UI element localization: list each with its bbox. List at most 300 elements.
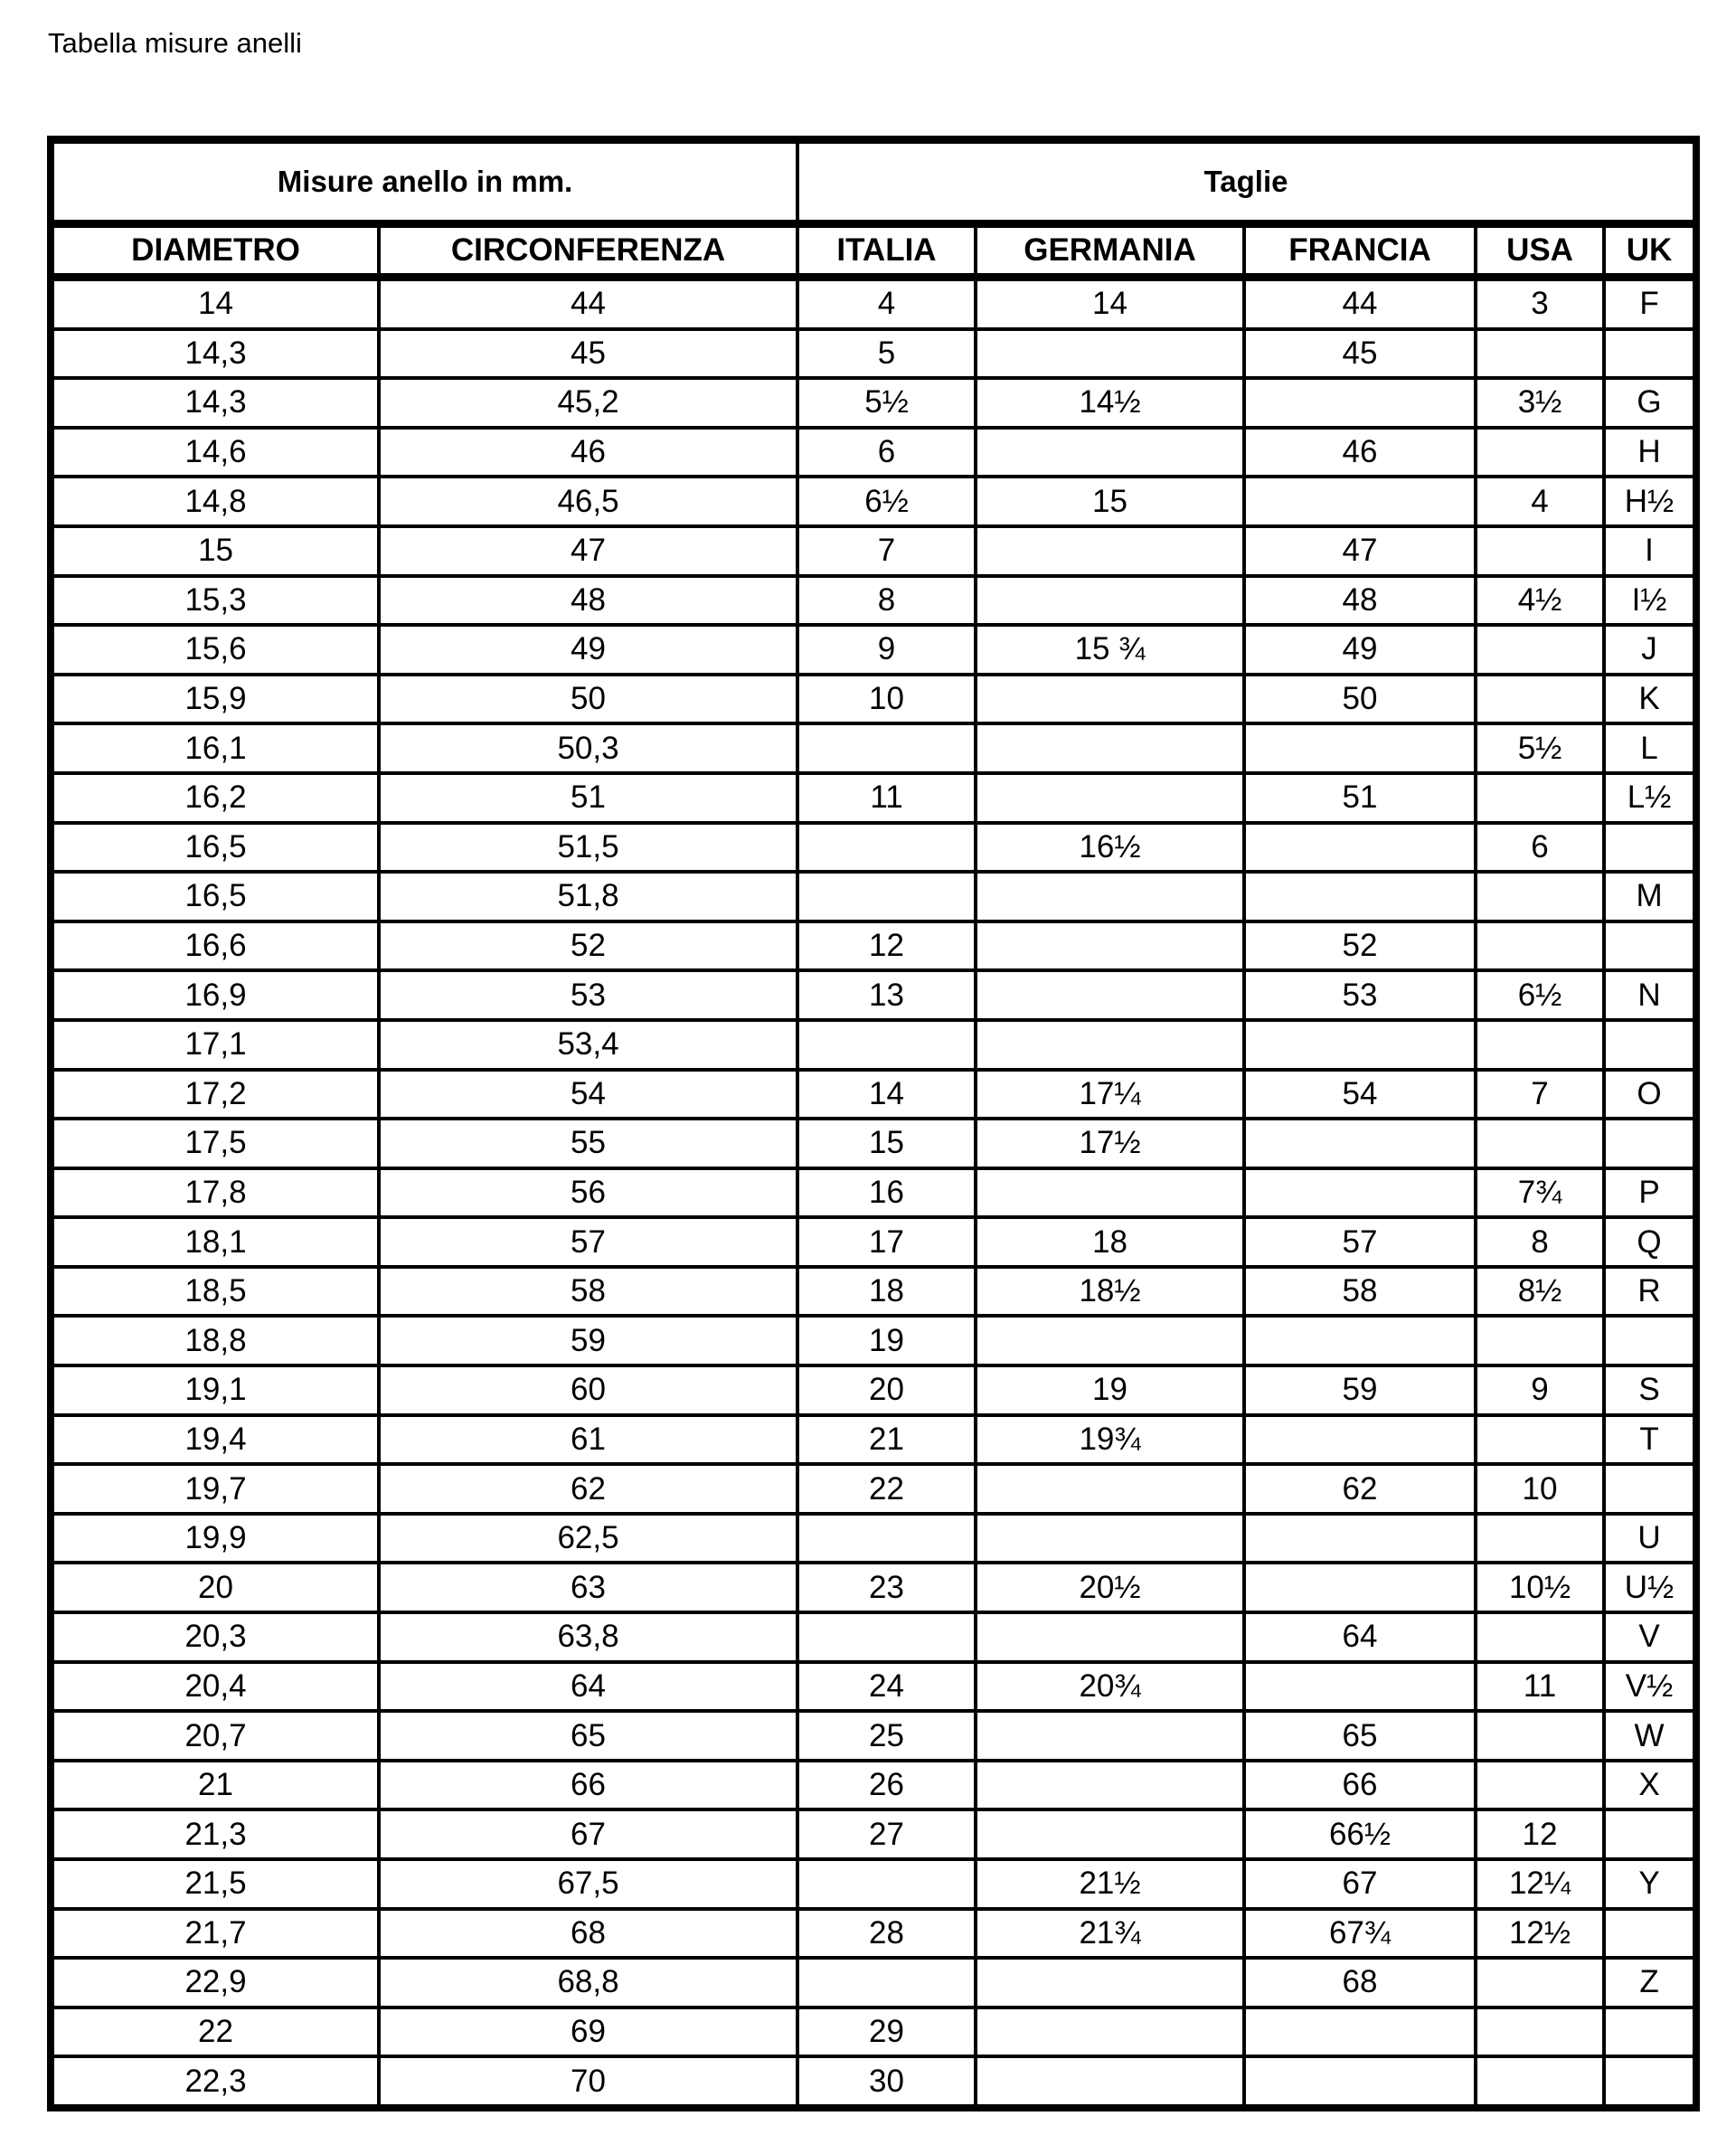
table-cell	[1604, 823, 1696, 873]
table-cell: 62	[1244, 1464, 1476, 1514]
table-cell: 26	[797, 1761, 976, 1810]
table-cell: 45,2	[379, 378, 797, 428]
table-cell: 58	[379, 1267, 797, 1317]
table-cell: X	[1604, 1761, 1696, 1810]
ring-size-table	[47, 136, 1700, 2111]
table-cell: V	[1604, 1612, 1696, 1662]
table-cell	[1604, 2007, 1696, 2057]
table-cell: 63,8	[379, 1612, 797, 1662]
table-cell	[1476, 428, 1604, 477]
table-cell: 59	[1244, 1365, 1476, 1415]
table-cell	[797, 872, 976, 921]
table-cell: 6	[1476, 823, 1604, 873]
table-cell	[1244, 2007, 1476, 2057]
table-cell	[1476, 1958, 1604, 2007]
table-cell: N	[1604, 970, 1696, 1020]
table-cell: 5½	[1476, 723, 1604, 773]
table-cell	[976, 1464, 1244, 1514]
table-cell: 11	[1476, 1662, 1604, 1712]
table-cell: 51,5	[379, 823, 797, 873]
table-cell: 14,3	[51, 378, 379, 428]
table-cell: 12½	[1476, 1909, 1604, 1959]
table-cell: 15	[51, 526, 379, 576]
table-cell	[1476, 921, 1604, 971]
table-cell	[976, 526, 1244, 576]
table-cell: 14½	[976, 378, 1244, 428]
table-cell: 54	[1244, 1070, 1476, 1119]
table-cell: L	[1604, 723, 1696, 773]
table-cell: I	[1604, 526, 1696, 576]
table-cell: 16,6	[51, 921, 379, 971]
table-cell	[1604, 2056, 1696, 2108]
table-cell	[1604, 1809, 1696, 1859]
table-cell	[1244, 477, 1476, 526]
table-cell: 19	[976, 1365, 1244, 1415]
table-cell: 57	[379, 1217, 797, 1267]
table-row	[51, 1070, 1696, 1119]
table-cell: 60	[379, 1365, 797, 1415]
table-cell	[1476, 329, 1604, 379]
table-cell: 14,6	[51, 428, 379, 477]
table-cell	[1604, 921, 1696, 971]
table-cell: 57	[1244, 1217, 1476, 1267]
table-row	[51, 1958, 1696, 2007]
table-cell: 18½	[976, 1267, 1244, 1317]
table-cell: 69	[379, 2007, 797, 2057]
table-cell: 61	[379, 1415, 797, 1465]
table-cell: 14,8	[51, 477, 379, 526]
table-cell: P	[1604, 1168, 1696, 1218]
table-cell: 12	[797, 921, 976, 971]
table-cell: 30	[797, 2056, 976, 2108]
table-cell: 18,5	[51, 1267, 379, 1317]
table-cell: 45	[1244, 329, 1476, 379]
table-cell: 55	[379, 1119, 797, 1168]
table-cell: 18	[976, 1217, 1244, 1267]
table-cell: F	[1604, 278, 1696, 329]
table-cell	[1244, 1119, 1476, 1168]
table-row	[51, 872, 1696, 921]
table-cell: 17¼	[976, 1070, 1244, 1119]
table-cell: 14	[797, 1070, 976, 1119]
table-cell: 5½	[797, 378, 976, 428]
table-cell: H	[1604, 428, 1696, 477]
table-cell: 65	[379, 1711, 797, 1761]
table-cell: 4	[1476, 477, 1604, 526]
table-cell: 16,5	[51, 823, 379, 873]
table-cell: 24	[797, 1662, 976, 1712]
table-cell	[976, 970, 1244, 1020]
table-cell: 6½	[1476, 970, 1604, 1020]
table-cell	[976, 329, 1244, 379]
table-cell	[1244, 1168, 1476, 1218]
table-cell: J	[1604, 625, 1696, 675]
table-row	[51, 2056, 1696, 2108]
table-cell: 50	[1244, 675, 1476, 724]
table-row	[51, 1119, 1696, 1168]
table-row	[51, 1711, 1696, 1761]
table-cell	[1476, 1316, 1604, 1365]
table-cell: 19,7	[51, 1464, 379, 1514]
column-header-row	[51, 224, 1696, 278]
table-cell	[1244, 1563, 1476, 1612]
table-cell: 12	[1476, 1809, 1604, 1859]
table-cell: 14,3	[51, 329, 379, 379]
table-cell: 52	[379, 921, 797, 971]
table-cell: 21	[51, 1761, 379, 1810]
table-cell: 20,4	[51, 1662, 379, 1712]
page-title: Tabella misure anelli	[48, 27, 302, 59]
table-cell: 16,5	[51, 872, 379, 921]
table-cell: 4	[797, 278, 976, 329]
table-cell	[797, 1020, 976, 1070]
table-cell: 46	[379, 428, 797, 477]
table-row	[51, 477, 1696, 526]
table-cell: 48	[379, 576, 797, 626]
table-cell: 8	[797, 576, 976, 626]
table-cell: 5	[797, 329, 976, 379]
table-cell: 19,9	[51, 1514, 379, 1563]
table-cell: 18,1	[51, 1217, 379, 1267]
table-cell: 10	[1476, 1464, 1604, 1514]
table-cell: 15,3	[51, 576, 379, 626]
table-cell	[1244, 1514, 1476, 1563]
table-cell: 19	[797, 1316, 976, 1365]
table-cell	[1476, 675, 1604, 724]
table-cell: 29	[797, 2007, 976, 2057]
table-row	[51, 970, 1696, 1020]
table-cell: 65	[1244, 1711, 1476, 1761]
table-cell: 54	[379, 1070, 797, 1119]
table-cell	[1476, 2007, 1604, 2057]
table-cell	[1244, 1662, 1476, 1712]
group-header-misure: Misure anello in mm.	[51, 140, 797, 224]
table-row	[51, 1267, 1696, 1317]
table-cell: G	[1604, 378, 1696, 428]
table-row	[51, 576, 1696, 626]
group-header-row	[51, 140, 1696, 224]
table-cell: 49	[1244, 625, 1476, 675]
table-cell	[1604, 1464, 1696, 1514]
table-cell	[1476, 1020, 1604, 1070]
column-header-uk: UK	[1604, 224, 1696, 278]
table-cell: 21½	[976, 1859, 1244, 1909]
table-cell: 19,1	[51, 1365, 379, 1415]
table-cell: 18,8	[51, 1316, 379, 1365]
table-cell: 15,6	[51, 625, 379, 675]
table-cell: 17,8	[51, 1168, 379, 1218]
table-cell	[976, 921, 1244, 971]
table-cell: 7	[1476, 1070, 1604, 1119]
table-cell: 22,9	[51, 1958, 379, 2007]
table-cell	[976, 2056, 1244, 2108]
table-cell: 10½	[1476, 1563, 1604, 1612]
table-cell	[1476, 1761, 1604, 1810]
table-cell: 20	[797, 1365, 976, 1415]
table-cell	[1604, 1119, 1696, 1168]
table-cell: 16½	[976, 823, 1244, 873]
table-cell: 16	[797, 1168, 976, 1218]
table-cell	[797, 1859, 976, 1909]
table-cell: 64	[379, 1662, 797, 1712]
table-row	[51, 1662, 1696, 1712]
table-cell: 56	[379, 1168, 797, 1218]
table-row	[51, 1316, 1696, 1365]
table-cell: 28	[797, 1909, 976, 1959]
table-cell: 62	[379, 1464, 797, 1514]
table-cell: 15,9	[51, 675, 379, 724]
table-row	[51, 1217, 1696, 1267]
table-cell: 27	[797, 1809, 976, 1859]
table-cell: 59	[379, 1316, 797, 1365]
table-cell: 68	[1244, 1958, 1476, 2007]
table-cell: 19¾	[976, 1415, 1244, 1465]
column-header-diametro: DIAMETRO	[51, 224, 379, 278]
table-cell: 21¾	[976, 1909, 1244, 1959]
table-cell: Q	[1604, 1217, 1696, 1267]
table-cell: 46,5	[379, 477, 797, 526]
table-cell: Z	[1604, 1958, 1696, 2007]
table-cell: 49	[379, 625, 797, 675]
table-cell: 44	[1244, 278, 1476, 329]
table-cell: 50,3	[379, 723, 797, 773]
table-row	[51, 526, 1696, 576]
table-cell: 66	[379, 1761, 797, 1810]
table-cell: 51	[1244, 773, 1476, 823]
table-row	[51, 1612, 1696, 1662]
table-cell: 51	[379, 773, 797, 823]
table-cell: 47	[1244, 526, 1476, 576]
table-cell: 16,9	[51, 970, 379, 1020]
table-cell: 11	[797, 773, 976, 823]
table-cell: 51,8	[379, 872, 797, 921]
table-cell	[1604, 329, 1696, 379]
table-row	[51, 1909, 1696, 1959]
table-cell: 21	[797, 1415, 976, 1465]
table-cell: 14	[976, 278, 1244, 329]
table-row	[51, 1809, 1696, 1859]
table-row	[51, 1415, 1696, 1465]
table-cell: 3	[1476, 278, 1604, 329]
table-cell	[976, 1020, 1244, 1070]
table-cell: V½	[1604, 1662, 1696, 1712]
table-cell	[976, 1316, 1244, 1365]
table-cell	[1604, 1316, 1696, 1365]
table-cell	[1476, 526, 1604, 576]
table-cell: 7	[797, 526, 976, 576]
table-cell	[976, 1711, 1244, 1761]
table-cell	[797, 823, 976, 873]
table-cell: O	[1604, 1070, 1696, 1119]
table-cell: 7¾	[1476, 1168, 1604, 1218]
table-cell: 52	[1244, 921, 1476, 971]
table-cell: 17,2	[51, 1070, 379, 1119]
table-cell: 3½	[1476, 378, 1604, 428]
table-cell	[1244, 823, 1476, 873]
table-head	[51, 140, 1696, 278]
table-cell: 10	[797, 675, 976, 724]
table-cell	[976, 1612, 1244, 1662]
table-cell	[797, 723, 976, 773]
table-cell: 17	[797, 1217, 976, 1267]
table-cell: 63	[379, 1563, 797, 1612]
table-cell: 15 ¾	[976, 625, 1244, 675]
table-cell: 66	[1244, 1761, 1476, 1810]
table-cell: 21,3	[51, 1809, 379, 1859]
table-cell: 17½	[976, 1119, 1244, 1168]
table-cell: 6½	[797, 477, 976, 526]
table-cell: 53,4	[379, 1020, 797, 1070]
table-cell	[1476, 1612, 1604, 1662]
table-cell: 21,7	[51, 1909, 379, 1959]
table-row	[51, 1365, 1696, 1415]
table-row	[51, 1563, 1696, 1612]
table-cell: 62,5	[379, 1514, 797, 1563]
table-cell	[976, 723, 1244, 773]
table-cell: Y	[1604, 1859, 1696, 1909]
table-row	[51, 2007, 1696, 2057]
table-cell: 44	[379, 278, 797, 329]
table-row	[51, 1859, 1696, 1909]
column-header-germania: GERMANIA	[976, 224, 1244, 278]
table-cell	[797, 1612, 976, 1662]
table-cell	[1476, 2056, 1604, 2108]
table-cell: 4½	[1476, 576, 1604, 626]
table-cell	[1244, 1020, 1476, 1070]
table-cell	[797, 1958, 976, 2007]
table-cell: 48	[1244, 576, 1476, 626]
table-cell: T	[1604, 1415, 1696, 1465]
table-row	[51, 921, 1696, 971]
table-cell: H½	[1604, 477, 1696, 526]
table-cell: 64	[1244, 1612, 1476, 1662]
table-cell	[976, 1958, 1244, 2007]
table-cell	[976, 1809, 1244, 1859]
table-cell	[976, 428, 1244, 477]
table-cell: 58	[1244, 1267, 1476, 1317]
table-cell	[1244, 2056, 1476, 2108]
table-cell: 13	[797, 970, 976, 1020]
table-cell: 47	[379, 526, 797, 576]
table-cell: 25	[797, 1711, 976, 1761]
table-row	[51, 329, 1696, 379]
table-cell: 18	[797, 1267, 976, 1317]
table-cell: 12¼	[1476, 1859, 1604, 1909]
table-cell	[976, 1168, 1244, 1218]
table-cell: 17,5	[51, 1119, 379, 1168]
table-cell	[1476, 625, 1604, 675]
table-cell: M	[1604, 872, 1696, 921]
table-cell	[1244, 378, 1476, 428]
column-header-italia: ITALIA	[797, 224, 976, 278]
table-cell	[976, 2007, 1244, 2057]
table-cell: K	[1604, 675, 1696, 724]
table-cell: 16,2	[51, 773, 379, 823]
table-cell: 6	[797, 428, 976, 477]
table-cell: 20	[51, 1563, 379, 1612]
table-cell	[1244, 723, 1476, 773]
table-cell: 45	[379, 329, 797, 379]
table-cell: 68	[379, 1909, 797, 1959]
table-cell	[976, 1514, 1244, 1563]
table-cell	[1476, 1711, 1604, 1761]
table-row	[51, 1168, 1696, 1218]
table-cell: 67,5	[379, 1859, 797, 1909]
table-row	[51, 428, 1696, 477]
table-row	[51, 1464, 1696, 1514]
table-cell: 15	[797, 1119, 976, 1168]
table-cell: 20½	[976, 1563, 1244, 1612]
table-cell: 19,4	[51, 1415, 379, 1465]
table-row	[51, 625, 1696, 675]
table-cell: 68,8	[379, 1958, 797, 2007]
table-cell	[976, 773, 1244, 823]
table-cell: 15	[976, 477, 1244, 526]
table-cell: S	[1604, 1365, 1696, 1415]
table-body	[51, 278, 1696, 2108]
table-cell	[1476, 773, 1604, 823]
table-cell: U	[1604, 1514, 1696, 1563]
table-cell: 20¾	[976, 1662, 1244, 1712]
table-row	[51, 1761, 1696, 1810]
table-cell	[1476, 872, 1604, 921]
table-cell: 8½	[1476, 1267, 1604, 1317]
table-cell	[1476, 1415, 1604, 1465]
table-row	[51, 675, 1696, 724]
table-cell	[1604, 1909, 1696, 1959]
table-cell	[976, 1761, 1244, 1810]
table-cell: 67	[379, 1809, 797, 1859]
table-row	[51, 723, 1696, 773]
column-header-francia: FRANCIA	[1244, 224, 1476, 278]
table-cell: U½	[1604, 1563, 1696, 1612]
table-cell	[1244, 1316, 1476, 1365]
table-row	[51, 278, 1696, 329]
table-row	[51, 1020, 1696, 1070]
table-cell	[1476, 1514, 1604, 1563]
table-cell	[1604, 1020, 1696, 1070]
table-cell	[797, 1514, 976, 1563]
table-row	[51, 773, 1696, 823]
table-cell: I½	[1604, 576, 1696, 626]
table-cell: W	[1604, 1711, 1696, 1761]
table-cell: 20,3	[51, 1612, 379, 1662]
table-cell: 22	[797, 1464, 976, 1514]
table-cell	[976, 872, 1244, 921]
column-header-usa: USA	[1476, 224, 1604, 278]
table-row	[51, 1514, 1696, 1563]
table-cell: 70	[379, 2056, 797, 2108]
table-cell: 67¾	[1244, 1909, 1476, 1959]
table-cell	[976, 675, 1244, 724]
table-cell: 16,1	[51, 723, 379, 773]
table-cell: 21,5	[51, 1859, 379, 1909]
column-header-circonferenza: CIRCONFERENZA	[379, 224, 797, 278]
table-cell	[1244, 872, 1476, 921]
table-cell: 23	[797, 1563, 976, 1612]
table-cell: R	[1604, 1267, 1696, 1317]
table-cell: 8	[1476, 1217, 1604, 1267]
table-cell	[1476, 1119, 1604, 1168]
table-cell: 9	[1476, 1365, 1604, 1415]
group-header-taglie: Taglie	[797, 140, 1696, 224]
table-cell: L½	[1604, 773, 1696, 823]
table-row	[51, 378, 1696, 428]
table-cell	[976, 576, 1244, 626]
table-cell: 46	[1244, 428, 1476, 477]
table-cell: 66½	[1244, 1809, 1476, 1859]
table-cell: 67	[1244, 1859, 1476, 1909]
